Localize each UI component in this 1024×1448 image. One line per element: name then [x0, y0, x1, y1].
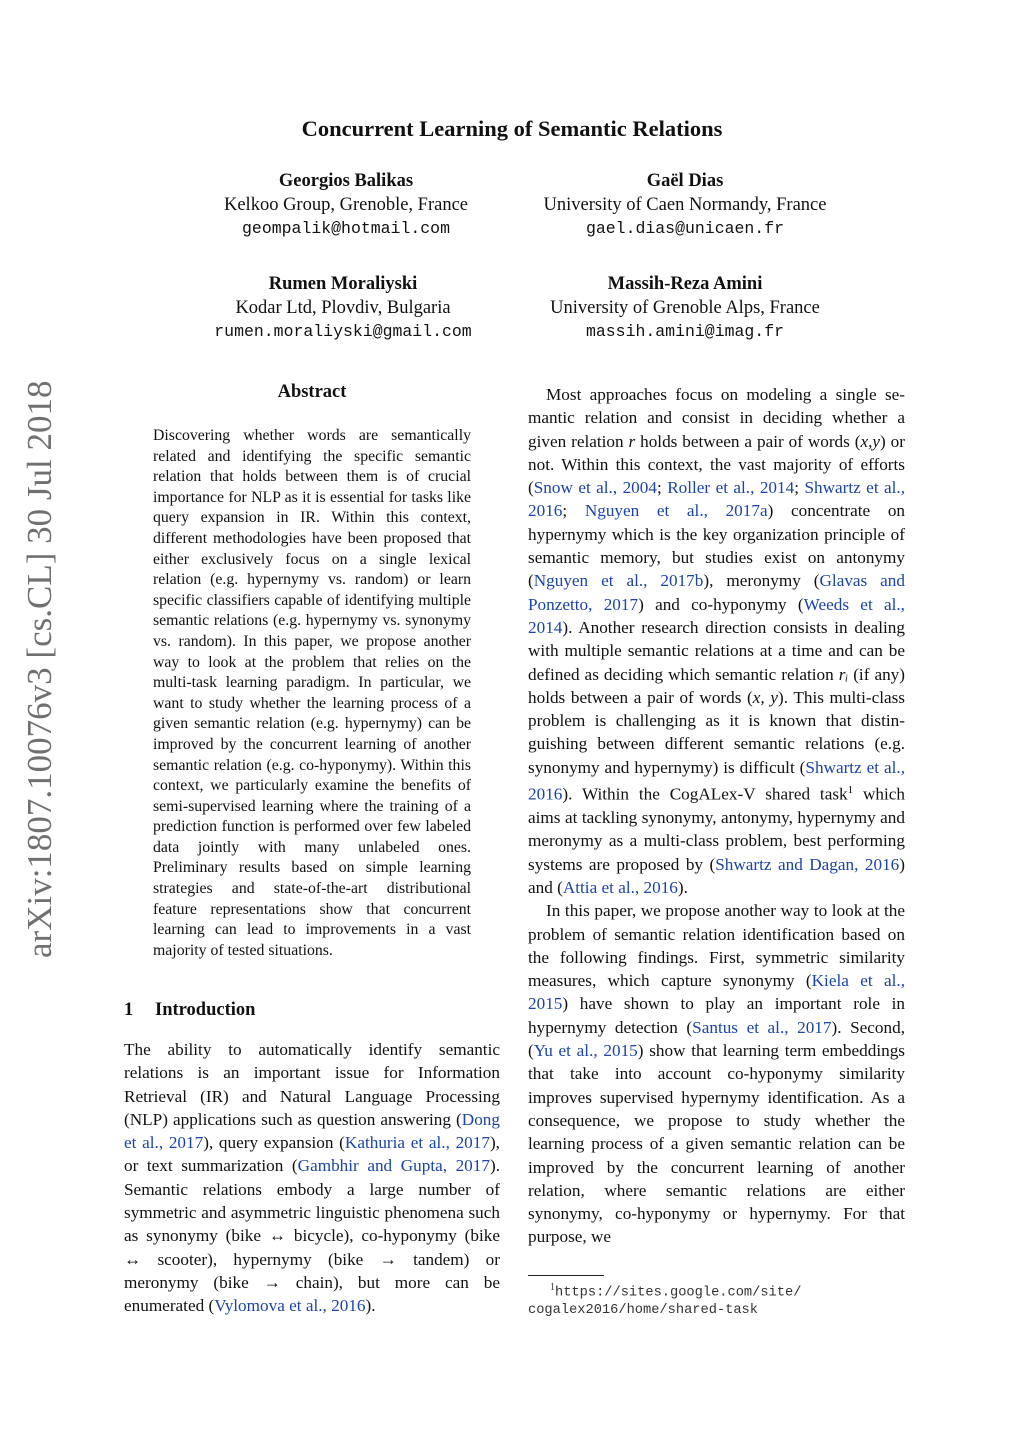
citation-link[interactable]: Nguyen et al., 2017a	[584, 501, 768, 521]
author-email: gael.dias@unicaen.fr	[585, 219, 785, 238]
paragraph: In this paper, we propose another way to look at the problem of semantic relation identification based on the following findings. First, symmetric similarity measures, which capture synonymy (Kiela et al., 2015) have shown to play an important role in hypernymy detection (Santus et al., 2017). Second, (Yu et al., 2015) show that learning term embeddings that take into account co-hyponymy similarity improves supervised hypernymy identification. As a consequence, we propose to study whether the learning process of a given semantic relation can be improved by the concurrent learning of another relation, where semantic relations are either synonymy, co-hyponymy or hypernymy. For that purpose, we	[528, 901, 905, 1247]
author-name: Gaël Dias	[646, 171, 724, 191]
footnote-divider	[528, 1275, 604, 1276]
citation-link[interactable]: Glavas and Ponzetto, 2017	[528, 571, 905, 614]
right-column-text	[528, 383, 905, 1249]
citation-link[interactable]: Weeds et al., 2014	[528, 594, 905, 637]
citation-link[interactable]: Attia et al., 2016	[562, 877, 678, 897]
citation-link[interactable]: Nguyen et al., 2017b	[533, 571, 704, 591]
paper-title: Concurrent Learning of Semantic Relations	[301, 116, 723, 141]
author-name: Massih-Reza Amini	[607, 274, 763, 294]
author-name: Rumen Moraliyski	[268, 274, 418, 294]
author-affiliation: Kodar Ltd, Plovdiv, Bulgaria	[235, 298, 451, 318]
author-name: Georgios Balikas	[278, 171, 414, 191]
abstract-heading: Abstract	[277, 382, 347, 402]
citation-link[interactable]: Roller et al., 2014	[667, 478, 795, 498]
citation-link[interactable]: Santus et al., 2017	[692, 1017, 832, 1037]
footnote-url[interactable]: https://sites.google.com/site/	[555, 1285, 802, 1301]
citation-link[interactable]: Dong et al., 2017	[124, 1109, 500, 1153]
section-heading	[124, 1000, 255, 1021]
author-affiliation: University of Grenoble Alps, France	[550, 298, 820, 318]
paragraph: Most approaches focus on modeling a single semantic relation and consist in deciding whether a given relation r holds between a pair of words (x,y) or not. Within this context, the vast majority of efforts (Snow et al., 2004; Roller et al., 2014; Shwartz et al., 2016; Nguyen et al., 2017a) concentrate on hypernymy which is the key organization principle of semantic memory, but studies exist on antonymy (Nguyen et al., 2017b), meronymy (Glavas and Ponzetto, 2017) and co-hyponymy (Weeds et al., 2014). Another research direction consists in dealing with multiple semantic relations at a time and can be defined as deciding which semantic relation rᵢ (if any) holds between a pair of words (x, y). This multi-class problem is challenging as it is known that distinguishing between different semantic relations (e.g. synonymy and hypernymy) is difficult (Shwartz et al., 2016). Within the CogALex-V shared task$^1$ which aims at tackling synonymy, antonymy, hypernymy and meronymy as a multi-class problem, best performing systems are proposed by (Shwartz and Dagan, 2016) and (Attia et al., 2016).	[528, 385, 906, 897]
citation-link[interactable]: Kathuria et al., 2017	[344, 1133, 490, 1153]
citation-link[interactable]: Shwartz et al., 2016	[528, 757, 905, 804]
section-number: 1	[124, 1000, 134, 1020]
citation-link[interactable]: Gambhir and Gupta, 2017	[297, 1156, 490, 1176]
abstract-text: Discovering whether words are semantically related and identifying the specific semantic relation that holds between them is of crucial importance for NLP as it is essential for tasks like query expansion in IR. Within this context, different methodologies have been proposed that either exclusively focus on a single lexical relation (e.g. hypernymy vs. random) or learn specific classifiers capable of identifying multiple semantic relations (e.g. hypernymy vs. synonymy vs. random). In this paper, we propose another way to look at the problem that relies on the multi-task learning paradigm. In particular, we want to study whether the learning process of a given semantic relation (e.g. hypernymy) can be improved by the concurrent learning of another semantic relation (e.g. co-hyponymy). Within this context, we particularly examine the benefits of semi-supervised learning where the training of a prediction function is performed over few labeled data jointly with many unlabeled ones. Preliminary results based on simple learning strategies and state-of-the-art distributional feature representations show that concurrent learning can lead to improvements in a vast majority of tested situations.	[153, 427, 471, 959]
section-title: Introduction	[155, 1000, 256, 1020]
author-block	[505, 169, 865, 241]
author-affiliation: University of Caen Normandy, France	[543, 195, 827, 215]
paragraph: The ability to automatically identify semantic relations is an important issue for Information Retrieval (IR) and Natural Language Processing (NLP) applications such as question answering (Dong et al., 2017), query expansion (Kathuria et al., 2017), or text summarization (Gambhir and Gupta, 2017). Semantic relations embody a large number of symmetric and asymmetric linguistic phenomena such as synonymy (bike ↔ bicycle), co-hyponymy (bike ↔ scooter), hypernymy (bike → tandem) or meronymy (bike → chain), but more can be enumerated (Vylomova et al., 2016).	[124, 1040, 500, 1316]
arxiv-identifier: arXiv:1807.10076v3 [cs.CL] 30 Jul 2018	[20, 380, 59, 958]
author-block	[163, 272, 523, 344]
footnote	[528, 1279, 905, 1319]
citation-link[interactable]: Vylomova et al., 2016	[214, 1296, 366, 1316]
author-email: geompalik@hotmail.com	[242, 219, 450, 238]
citation-link[interactable]: Snow et al., 2004	[533, 478, 657, 498]
citation-link[interactable]: Shwartz and Dagan, 2016	[715, 854, 900, 874]
author-affiliation: Kelkoo Group, Grenoble, France	[223, 195, 469, 215]
author-block	[166, 169, 526, 241]
footnote-number: 1	[550, 1282, 555, 1293]
author-email: rumen.moraliyski@gmail.com	[214, 322, 472, 341]
intro-paragraph	[124, 1038, 500, 1318]
author-email: massih.amini@imag.fr	[585, 322, 785, 341]
citation-link[interactable]: Shwartz et al., 2016	[528, 478, 906, 521]
footnote-url-continued[interactable]: cogalex2016/home/shared-task	[528, 1302, 758, 1318]
citation-link[interactable]: Kiela et al., 2015	[528, 971, 905, 1014]
footnote-marker[interactable]: 1	[847, 784, 854, 797]
author-block	[505, 272, 865, 344]
citation-link[interactable]: Yu et al., 2015	[533, 1041, 638, 1061]
